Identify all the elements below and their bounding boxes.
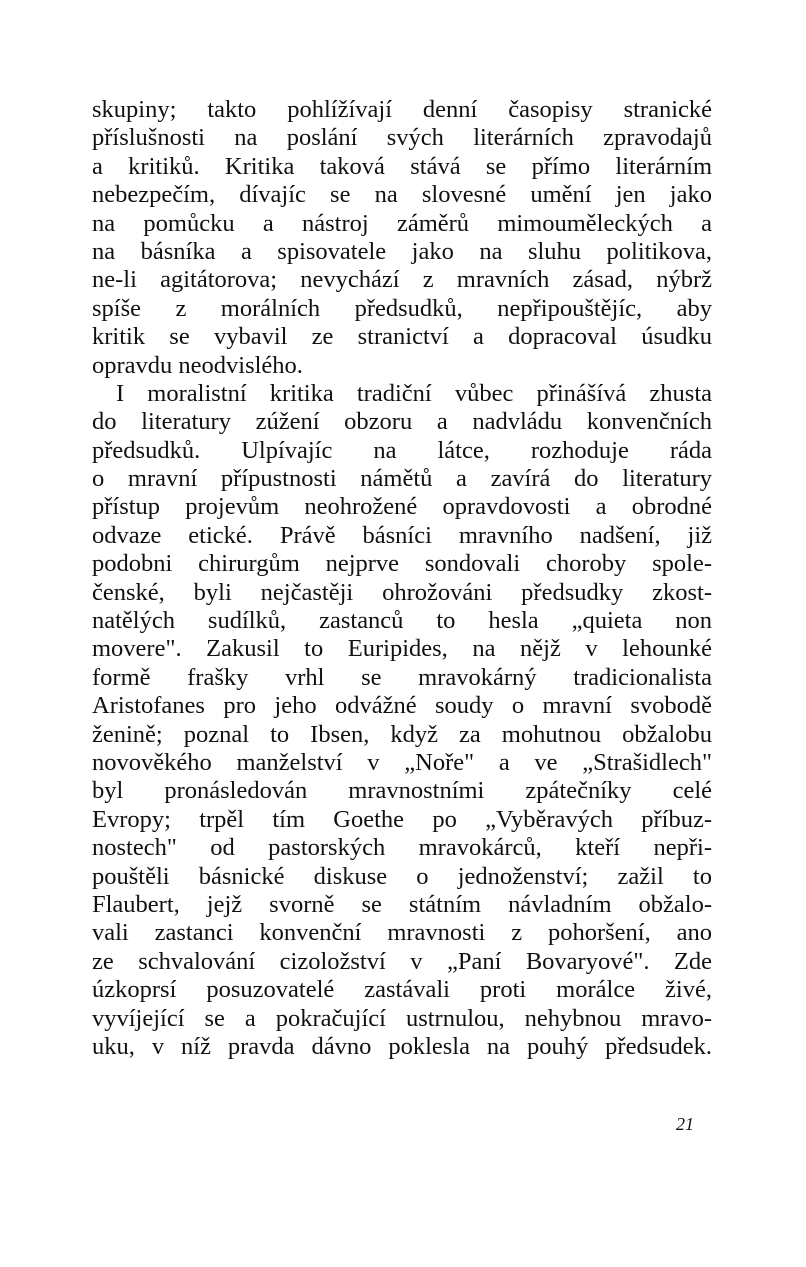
text-line: na básníka a spisovatele jako na sluhu politikova,: [92, 237, 712, 265]
text-line: natělých sudílků, zastanců to hesla „quieta non: [92, 607, 712, 635]
text-line: Flaubert, jejž svorně se státním návladním obžalo-: [92, 890, 712, 918]
text-line: uku, v níž pravda dávno poklesla na pouhý předsudek.: [92, 1032, 712, 1060]
text-line: čenské, byli nejčastěji ohrožováni předsudky zkost-: [92, 578, 712, 606]
page-number: 21: [676, 1114, 694, 1134]
text-line: nostech" od pastorských mravokárců, kteří nepři-: [92, 834, 712, 862]
text-line: odvaze etické. Právě básníci mravního nadšení, již: [92, 521, 712, 549]
text-line: spíše z morálních předsudků, nepřipouštějíc, aby: [92, 294, 712, 322]
body-text: [92, 96, 712, 1061]
text-line: skupiny; takto pohlížívají denní časopisy stranické: [92, 96, 712, 123]
text-line: nebezpečím, dívajíc se na slovesné umění jen jako: [92, 181, 712, 209]
text-line: I moralistní kritika tradiční vůbec přinášívá zhusta: [116, 379, 712, 407]
text-line: vali zastanci konvenční mravnosti z pohoršení, ano: [92, 919, 712, 947]
text-line: o mravní přípustnosti námětů a zavírá do literatury: [92, 465, 712, 493]
text-line: formě frašky vrhl se mravokárný tradicionalista: [92, 663, 712, 691]
text-line: Evropy; trpěl tím Goethe po „Vyběravých příbuz-: [92, 805, 712, 833]
text-line: ženině; poznal to Ibsen, když za mohutnou obžalobu: [92, 720, 712, 748]
text-line: novověkého manželství v „Noře" a ve „Strašidlech": [92, 748, 712, 776]
text-line: Aristofanes pro jeho odvážné soudy o mravní svobodě: [92, 692, 712, 720]
paragraph-2: [92, 380, 712, 1061]
text-line: ze schvalování cizoložství v „Paní Bovaryové". Zde: [92, 947, 712, 975]
text-line: předsudků. Ulpívajíc na látce, rozhoduje ráda: [92, 436, 712, 464]
text-line: pouštěli básnické diskuse o jednoženství; zažil to: [92, 862, 712, 890]
text-line: ne-li agitátorova; nevychází z mravních zásad, nýbrž: [92, 266, 712, 294]
text-line: byl pronásledován mravnostními zpátečníky celé: [92, 777, 712, 805]
text-line: příslušnosti na poslání svých literárních zpravodajů: [92, 124, 712, 152]
text-line: vyvíjející se a pokračující ustrnulou, nehybnou mravo-: [92, 1004, 712, 1032]
paragraph-1: [92, 96, 712, 380]
text-line: kritik se vybavil ze stranictví a dopracoval úsudku: [92, 323, 712, 351]
text-line: do literatury zúžení obzoru a nadvládu konvenčních: [92, 408, 712, 436]
text-line: na pomůcku a nástroj záměrů mimouměleckých a: [92, 209, 712, 237]
text-line: úzkoprsí posuzovatelé zastávali proti morálce živé,: [92, 976, 712, 1004]
text-line: opravdu neodvislého.: [92, 351, 303, 379]
text-line: podobni chirurgům nejprve sondovali choroby spole-: [92, 550, 712, 578]
text-line: přístup projevům neohrožené opravdovosti a obrodné: [92, 493, 712, 521]
text-line: movere". Zakusil to Euripides, na nějž v lehounké: [92, 635, 712, 663]
text-line: a kritiků. Kritika taková stává se přímo literárním: [92, 152, 712, 180]
